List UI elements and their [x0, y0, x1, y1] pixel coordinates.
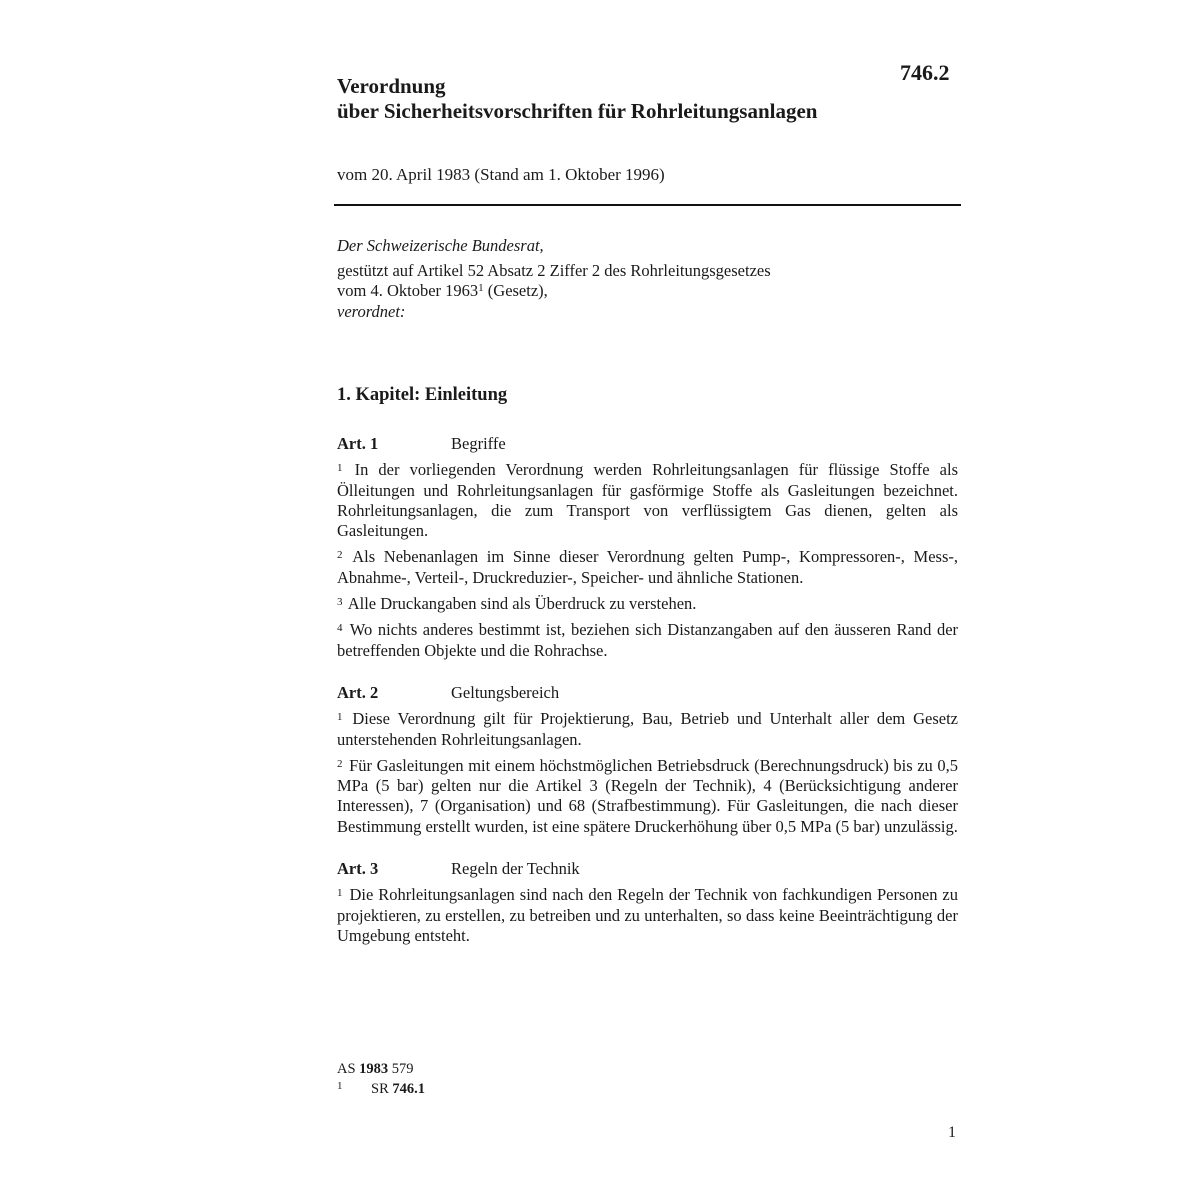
- paragraph-text: Als Nebenanlagen im Sinne dieser Verordnung gelten Pump-, Kompressoren-, Mess-, Abnahme-, Verteil-, Druckreduzier-, Speicher- und ähnliche Stationen.: [337, 547, 958, 587]
- footnote: 1 SR 746.1: [337, 1080, 425, 1097]
- article: [337, 683, 958, 837]
- preamble-basis-suffix: (Gesetz),: [483, 281, 548, 300]
- date-line: vom 20. April 1983 (Stand am 1. Oktober 1996): [337, 165, 665, 184]
- paragraph: [337, 885, 958, 946]
- article-heading: [337, 683, 958, 703]
- title-line-2: über Sicherheitsvorschriften für Rohrleitungsanlagen: [337, 99, 818, 123]
- paragraph-text: Alle Druckangaben sind als Überdruck zu verstehen.: [347, 594, 697, 614]
- article-title: Begriffe: [451, 434, 506, 453]
- article: [337, 859, 958, 946]
- paragraph: [337, 709, 958, 750]
- preamble-basis-line-2: [337, 281, 771, 302]
- footnote-ref[interactable]: 746.1: [392, 1081, 425, 1097]
- paragraph: [337, 620, 958, 661]
- title-line-1: Verordnung: [337, 74, 446, 98]
- paragraph-text: Die Rohrleitungsanlagen sind nach den Regeln der Technik von fachkundigen Personen zu projektieren, zu erstellen, zu betreiben und zu unterhalten, so dass keine Beeinträchtigung der Umgebung entsteht.: [337, 885, 958, 945]
- article-number: Art. 3: [337, 859, 379, 879]
- source-reference: [337, 1059, 425, 1079]
- paragraph: [337, 547, 958, 588]
- paragraph: [337, 756, 958, 837]
- paragraph-text: In der vorliegenden Verordnung werden Rohrleitungsanlagen für flüssige Stoffe als Ölleitungen und Rohrleitungsanlagen für gasförmige Stoffe als Gasleitungen bezeichnet. Rohrleitungsanlagen, die zum Transport von verflüssigtem Gas dienen, gelten als Gasleitungen.: [337, 460, 958, 541]
- source-year: 1983: [359, 1061, 389, 1077]
- paragraph-number: 2: [337, 757, 343, 770]
- article-heading: [337, 434, 958, 454]
- articles: [337, 434, 958, 968]
- article-title: Geltungsbereich: [451, 682, 560, 702]
- article: [337, 434, 958, 661]
- article-title: Regeln der Technik: [451, 859, 580, 879]
- paragraph-number: 2: [337, 549, 343, 562]
- paragraph-number: 1: [337, 462, 343, 475]
- preamble-basis-line-1: gestützt auf Artikel 52 Absatz 2 Ziffer 2 des Rohrleitungsgesetzes: [337, 260, 771, 280]
- paragraph-number: 3: [337, 596, 343, 609]
- preamble-basis-date: vom 4. Oktober 1963: [337, 281, 479, 300]
- footnote-marker[interactable]: 1: [478, 282, 484, 294]
- paragraph-text: Wo nichts anderes bestimmt ist, beziehen sich Distanzangaben auf den äusseren Rand der betreffenden Objekte und die Rohrachse.: [337, 620, 959, 660]
- article-number: Art. 2: [337, 682, 379, 702]
- source-page: 579: [388, 1061, 414, 1077]
- article-heading: [337, 859, 958, 879]
- preamble-authority: Der Schweizerische Bundesrat,: [337, 236, 544, 255]
- preamble-decree: verordnet:: [337, 301, 406, 321]
- paragraph-number: 1: [337, 887, 343, 900]
- footnote-prefix: SR: [371, 1081, 393, 1097]
- sr-number: 746.2: [900, 60, 950, 85]
- chapter-heading: 1. Kapitel: Einleitung: [337, 385, 508, 405]
- horizontal-rule: [334, 204, 961, 206]
- paragraph: [337, 594, 958, 614]
- article-number: Art. 1: [337, 434, 379, 453]
- page-number: 1: [948, 1124, 956, 1141]
- paragraph-number: 1: [337, 711, 343, 724]
- document-title: [337, 74, 817, 124]
- paragraph-text: Für Gasleitungen mit einem höchstmöglichen Betriebsdruck (Berechnungsdruck) bis zu 0,5 MPa (5 bar) gelten nur die Artikel 3 (Regeln der Technik), 4 (Berücksichtigung anderer Interessen), 7 (Organisation) und 68 (Strafbestimmung). Für Gasleitungen, die nach dieser Bestimmung erstellt wurden, ist eine spätere Druckerhöhung über 0,5 MPa (5 bar) unzulässig.: [337, 755, 958, 836]
- source-prefix: AS: [337, 1061, 360, 1077]
- paragraph: [337, 460, 958, 541]
- footnotes: [337, 1059, 425, 1099]
- preamble: [337, 236, 771, 322]
- paragraph-number: 4: [337, 622, 343, 635]
- paragraph-text: Diese Verordnung gilt für Projektierung, Bau, Betrieb und Unterhalt aller dem Gesetz unterstehenden Rohrleitungsanlagen.: [337, 709, 959, 749]
